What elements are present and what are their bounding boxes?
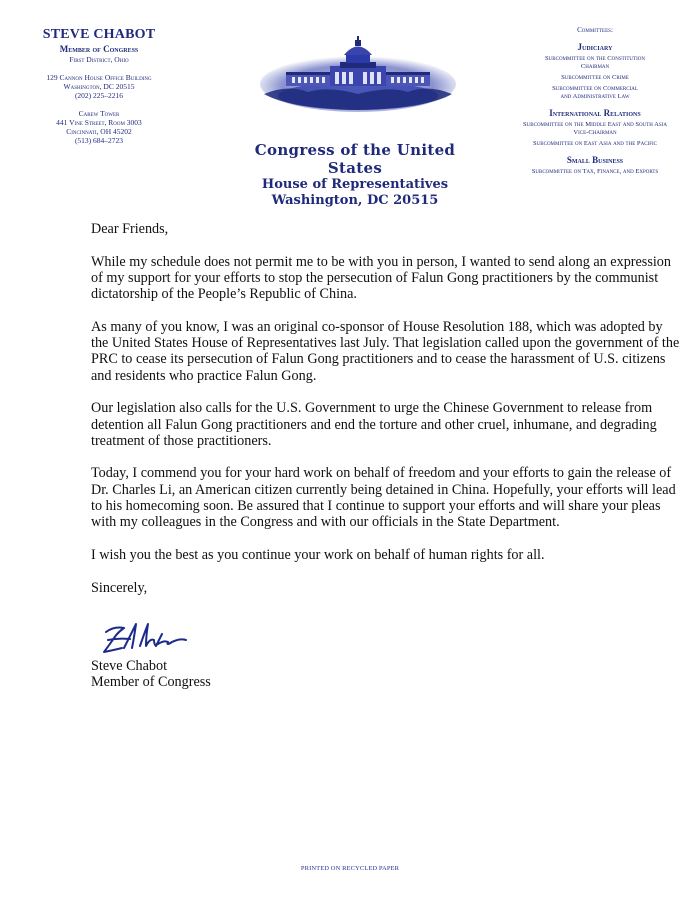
salutation: Dear Friends, bbox=[91, 221, 169, 237]
signature-block bbox=[91, 658, 211, 691]
committee-role: Vice-Chairman bbox=[573, 129, 617, 136]
member-title: Member of Congress bbox=[59, 44, 139, 54]
subcommittee: and Administrative Law bbox=[560, 93, 630, 100]
paragraph: While my schedule does not permit me to be with you in person, I wanted to send along an expression of my support for your efforts to stop the persecution of Falun Gong practitioners by the communist dictatorship of the People’s Republic of China. bbox=[91, 253, 671, 303]
phone-number: (202) 225–2216 bbox=[74, 91, 124, 100]
capitol-building-engraving bbox=[258, 36, 458, 114]
address-line: 441 Vine Street, Room 3003 bbox=[56, 118, 142, 127]
committee-name: International Relations bbox=[549, 108, 641, 118]
address-line: Cincinnati, OH 45202 bbox=[66, 127, 132, 136]
house-address: Washington, DC 20515 bbox=[271, 193, 439, 208]
dc-office-address bbox=[28, 73, 170, 100]
committees-label: Committees: bbox=[577, 26, 613, 34]
signer-name: Steve Chabot bbox=[91, 658, 168, 674]
member-name: STEVE CHABOT bbox=[42, 27, 156, 42]
house-letterhead bbox=[230, 141, 480, 209]
closing: Sincerely, bbox=[91, 579, 148, 596]
address-line: Washington, DC 20515 bbox=[63, 82, 135, 91]
subcommittee: Subcommittee on Crime bbox=[561, 74, 629, 81]
house-title: House of Representatives bbox=[261, 177, 449, 192]
signer-title: Member of Congress bbox=[91, 674, 211, 691]
address-line: Carew Tower bbox=[78, 109, 120, 118]
subcommittee: Subcommittee on Commercial bbox=[552, 85, 638, 92]
committee-name: Small Business bbox=[566, 155, 624, 165]
paragraph: I wish you the best as you continue your work on behalf of human rights for all. bbox=[91, 546, 545, 563]
subcommittee: Subcommittee on the Constitution bbox=[545, 55, 645, 62]
committee-list bbox=[500, 26, 690, 176]
address-line: 129 Cannon House Office Building bbox=[46, 73, 152, 82]
paragraph: As many of you know, I was an original co-sponsor of House Resolution 188, which was adopted by the United States House of Representatives last July. That legislation called upon the government of the PRC to cease its persecution of Falun Gong practitioners and to cease the harassment of U.S. citizens and residents who practice Falun Gong. bbox=[91, 318, 680, 384]
subcommittee: Subcommittee on East Asia and the Pacific bbox=[533, 140, 657, 147]
congress-title: Congress of the United States bbox=[254, 141, 456, 177]
letter-body bbox=[91, 221, 681, 612]
committee-role: Chairman bbox=[580, 63, 610, 70]
handwritten-signature bbox=[100, 618, 190, 658]
member-letterhead bbox=[28, 27, 170, 145]
subcommittee: Subcommittee on Tax, Finance, and Exports bbox=[531, 168, 659, 175]
phone-number: (513) 684–2723 bbox=[74, 136, 124, 145]
recycled-paper-notice: PRINTED ON RECYCLED PAPER bbox=[300, 865, 400, 872]
committee-name: Judiciary bbox=[577, 42, 613, 52]
subcommittee: Subcommittee on the Middle East and South Asia bbox=[523, 121, 667, 128]
paragraph: Today, I commend you for your hard work on behalf of freedom and your efforts to gain the release of Dr. Charles Li, an American citizen currently being detained in China. Hopefully, your efforts will lead to his homecoming soon. Be assured that I continue to support your efforts and will share your pleas with my colleagues in the Congress and with our officials in the State Department. bbox=[91, 465, 676, 531]
member-district: First District, Ohio bbox=[69, 55, 129, 64]
district-office-address bbox=[28, 109, 170, 145]
paragraph: Our legislation also calls for the U.S. Government to urge the Chinese Government to release from detention all Falun Gong practitioners and end the torture and other cruel, inhumane, and degrading treatment of those practitioners. bbox=[91, 400, 657, 449]
